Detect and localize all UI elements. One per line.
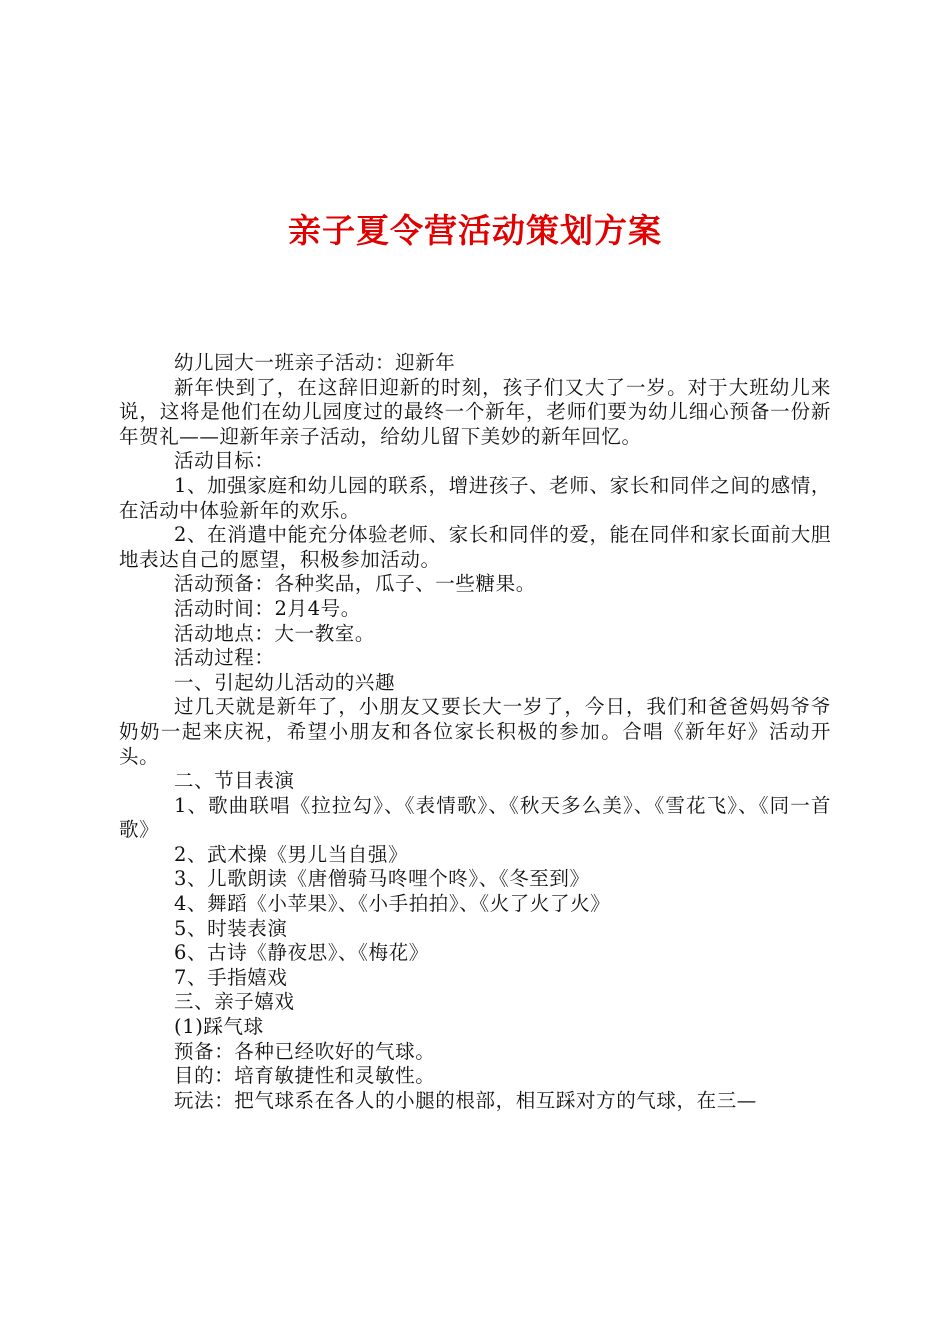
program-item-1: 1、歌曲联唱《拉拉勾》、《表情歌》、《秋天多么美》、《雪花飞》、《同一首歌》 — [119, 793, 831, 842]
paragraph-time: 活动时间：2月4号。 — [174, 596, 361, 620]
paragraph-location: 活动地点：大一教室。 — [174, 621, 376, 645]
document-title: 亲子夏令营活动策划方案 — [288, 211, 662, 250]
paragraph-subtitle: 幼儿园大一班亲子活动：迎新年 — [174, 351, 456, 374]
program-item-2: 2、武术操《男儿当自强》 — [174, 842, 409, 866]
program-item-3: 3、儿歌朗读《唐僧骑马咚哩个咚》、《冬至到》 — [174, 867, 590, 891]
program-item-5: 5、时装表演 — [174, 916, 288, 940]
program-item-6: 6、古诗《静夜思》、《梅花》 — [174, 941, 429, 965]
section-1-heading: 一、引起幼儿活动的兴趣 — [174, 670, 396, 694]
document-body — [119, 351, 831, 1113]
paragraph-preparation: 活动预备：各种奖品，瓜子、一些糖果。 — [174, 572, 536, 596]
paragraph-goal-2: 2、在消遣中能充分体验老师、家长和同伴的爱，能在同伴和家长面前大胆地表达自己的愿望，积极参加活动。 — [119, 523, 831, 571]
program-item-4: 4、舞蹈《小苹果》、《小手拍拍》、《火了火了火》 — [174, 892, 611, 916]
game-1-heading: (1)踩气球 — [174, 1015, 264, 1039]
section-1-text: 过几天就是新年了，小朋友又要长大一岁了，今日，我们和爸爸妈妈爷爷奶奶一起来庆祝，希望小朋友和各位家长积极的参加。合唱《新年好》活动开头。 — [119, 695, 831, 768]
game-1-preparation: 预备：各种已经吹好的气球。 — [174, 1039, 436, 1063]
section-2-heading: 二、节目表演 — [174, 769, 295, 793]
paragraph-intro: 新年快到了，在这辞旧迎新的时刻，孩子们又大了一岁。对于大班幼儿来说，这将是他们在幼儿园度过的最终一个新年，老师们要为幼儿细心预备一份新年贺礼——迎新年亲子活动，给幼儿留下美妙的新年回忆。 — [119, 375, 831, 448]
section-3-heading: 三、亲子嬉戏 — [174, 990, 295, 1014]
paragraph-goals-heading: 活动目标： — [174, 449, 275, 473]
game-1-rules: 玩法：把气球系在各人的小腿的根部，相互踩对方的气球，在三— — [174, 1088, 757, 1112]
paragraph-process-heading: 活动过程： — [174, 646, 275, 670]
paragraph-goal-1: 1、加强家庭和幼儿园的联系，增进孩子、老师、家长和同伴之间的感情，在活动中体验新年的欢乐。 — [119, 473, 831, 522]
program-item-7: 7、手指嬉戏 — [174, 965, 288, 989]
game-1-purpose: 目的：培育敏捷性和灵敏性。 — [174, 1064, 436, 1088]
